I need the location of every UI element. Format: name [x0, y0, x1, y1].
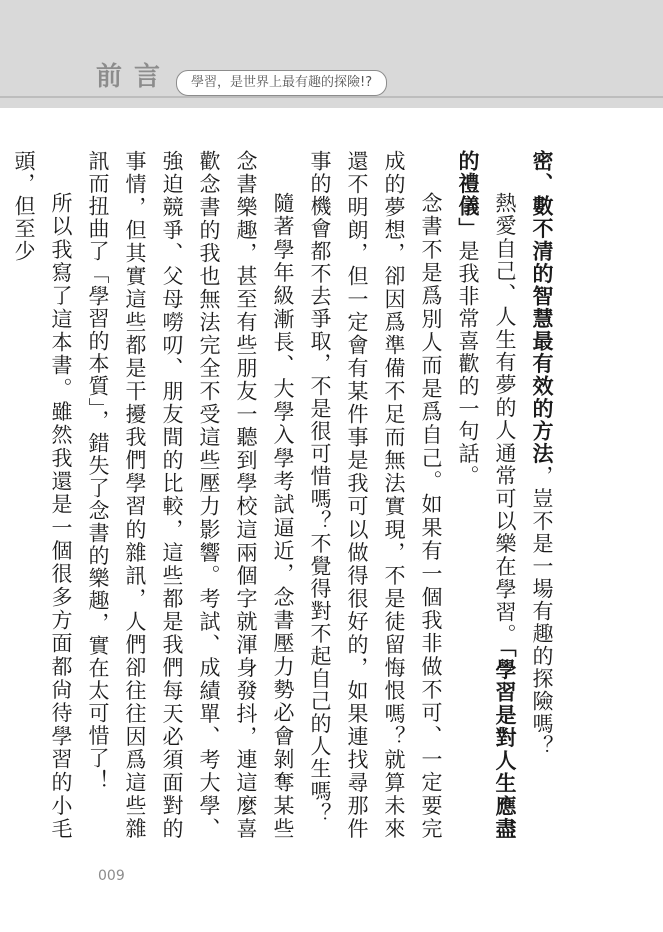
page-number: 009: [98, 868, 125, 884]
bold-phrase: 密、數不清的智慧最有效的方法: [530, 150, 554, 465]
chapter-subtitle: 學習，是世界上最有趣的探險!?: [176, 70, 387, 96]
chapter-title: 前言: [96, 62, 173, 92]
paragraph-3: 念書不是爲別人而是爲自己。如果有一個我非做不可、一定要完成的夢想，卻因爲準備不足而無法實現，不是徒留悔恨嗎？就算未來還不明朗，但一定會有某件事是我可以做得很好的，如果連找尋那件事的機會都不去爭取，不是很可惜嗎？不覺得對不起自己的人生嗎？: [308, 150, 443, 840]
header-rule: [0, 96, 663, 98]
paragraph-4: 隨著學年級漸長、大學入學考試逼近，念書壓力勢必會剝奪某些念書樂趣，甚至有些朋友一聽到學校這兩個字就渾身發抖，連這麼喜歡念書的我也無法完全不受這些壓力影響。考試、成績單、考大學、強迫競爭、父母嘮叨、朋友間的比較，這些都是我們每天必須面對的事情，但其實這些都是干擾我們學習的雜訊，人們卻往往因爲這些雜訊而扭曲了「學習的本質」，錯失了念書的樂趣，實在太可惜了！: [86, 150, 295, 840]
paragraph-5: 所以我寫了這本書。雖然我還是一個很多方面都尙待學習的小毛頭，但至少: [12, 150, 73, 840]
body-text: [12, 150, 560, 841]
paragraph-1: [523, 150, 560, 840]
paragraph-2: [449, 150, 523, 840]
paragraph-text: 熱愛自己、人生有夢的人通常可以樂在學習。: [493, 192, 517, 647]
bold-phrase: 「學習是對人生應盡的禮儀」: [456, 150, 517, 841]
paragraph-text: ，豈不是一場有趣的探險嗎？: [530, 465, 554, 758]
paragraph-text: 是我非常喜歡的一句話。: [456, 240, 480, 488]
